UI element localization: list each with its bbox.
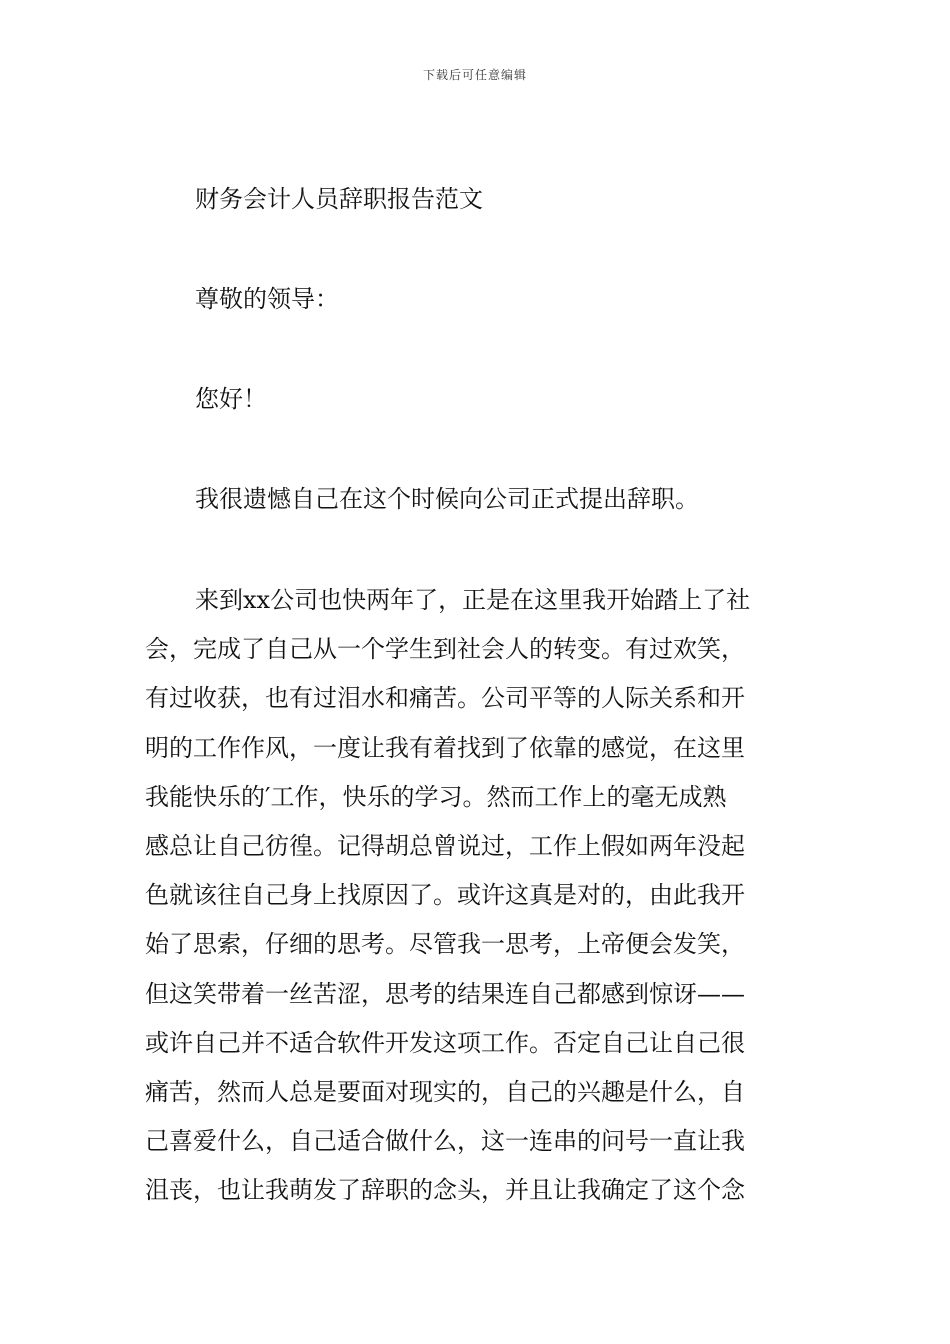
- paragraph-line: 或许自己并不适合软件开发这项工作。否定自己让自己很: [145, 1028, 745, 1057]
- document-title: 财务会计人员辞职报告范文: [195, 185, 483, 213]
- paragraph-line: 来到xx公司也快两年了，正是在这里我开始踏上了社: [195, 586, 751, 614]
- paragraph-line: 但这笑带着一丝苦涩，思考的结果连自己都感到惊讶——: [145, 979, 745, 1008]
- paragraph-line: 己喜爱什么，自己适合做什么，这一连串的问号一直让我: [145, 1127, 745, 1156]
- paragraph-line: 会，完成了自己从一个学生到社会人的转变。有过欢笑，: [145, 635, 745, 664]
- paragraph-line: 感总让自己彷徨。记得胡总曾说过，工作上假如两年没起: [145, 831, 745, 860]
- paragraph-line: 明的工作作风，一度让我有着找到了依靠的感觉，在这里: [145, 733, 745, 762]
- intro-paragraph: 我很遗憾自己在这个时候向公司正式提出辞职。: [195, 485, 699, 513]
- paragraph-line: 色就该往自己身上找原因了。或许这真是对的，由此我开: [145, 881, 745, 910]
- paragraph-line: 沮丧，也让我萌发了辞职的念头，并且让我确定了这个念: [145, 1176, 745, 1205]
- body-paragraph: [145, 585, 807, 1224]
- paragraph-line: 痛苦，然而人总是要面对现实的，自己的兴趣是什么，自: [145, 1077, 745, 1106]
- paragraph-line: 我能快乐的′工作，快乐的学习。然而工作上的毫无成熟: [145, 782, 727, 811]
- page-header: 下载后可任意编辑: [422, 68, 527, 82]
- salutation: 尊敬的领导：: [195, 285, 339, 313]
- greeting: 您好！: [195, 385, 267, 413]
- paragraph-line: 始了思索，仔细的思考。尽管我一思考，上帝便会发笑，: [145, 930, 745, 959]
- paragraph-line: 有过收获，也有过泪水和痛苦。公司平等的人际关系和开: [145, 684, 745, 713]
